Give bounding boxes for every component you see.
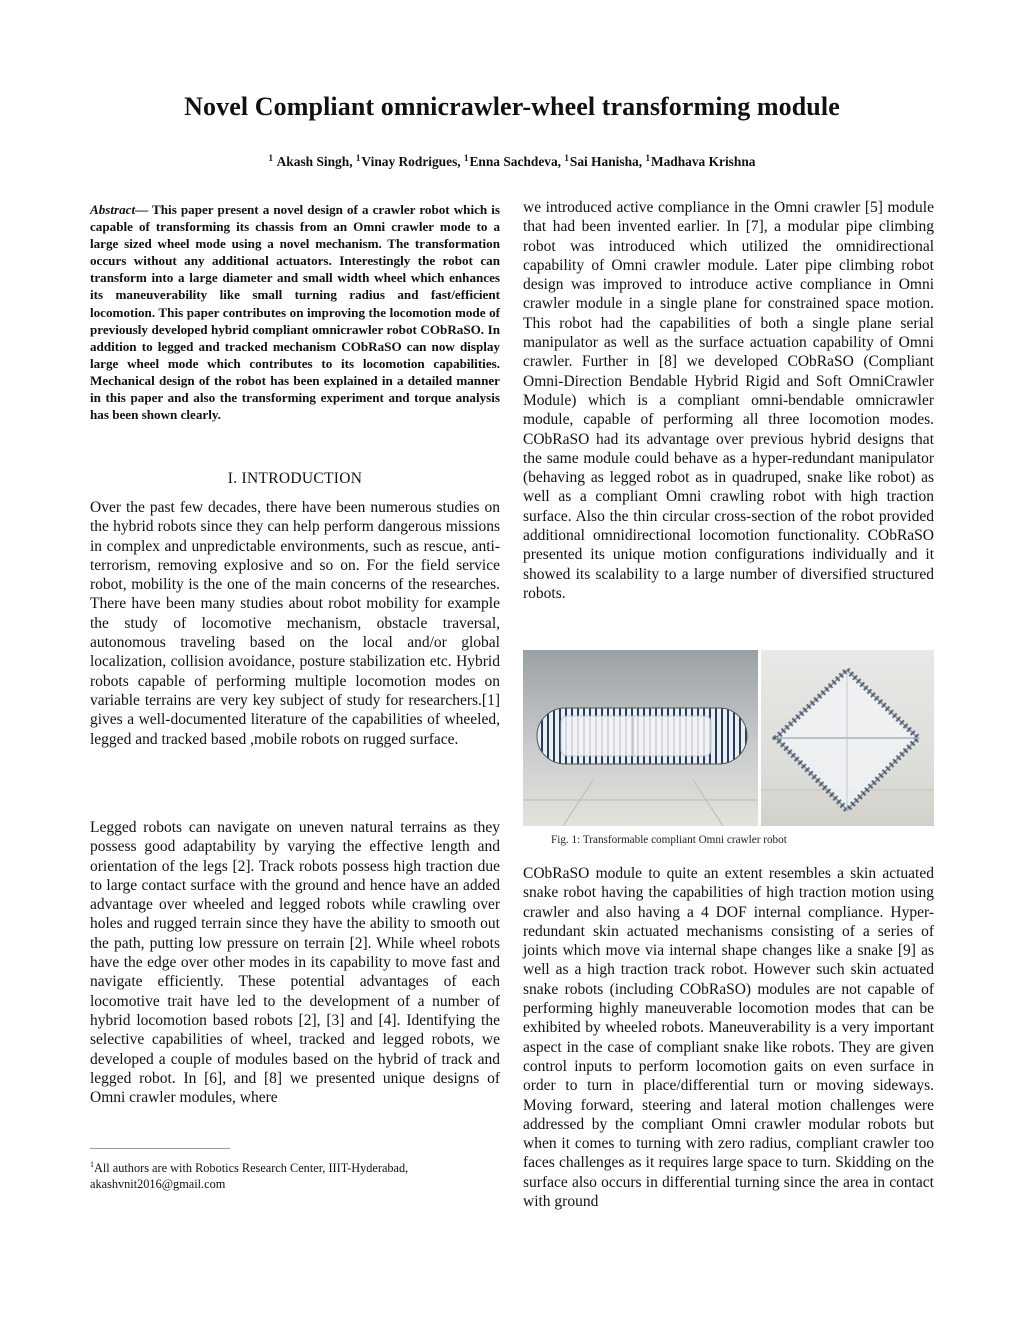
figure-robot-photos <box>523 650 934 826</box>
figure-caption: Fig. 1: Transformable compliant Omni crawler robot <box>551 834 787 846</box>
author-3 <box>464 154 561 169</box>
right-paragraph-2 <box>523 864 934 1211</box>
author-2 <box>356 154 461 169</box>
figure-photo-crawler-mode <box>523 650 758 826</box>
author-list <box>0 153 1024 170</box>
right-paragraph-1 <box>523 198 934 603</box>
footnote <box>90 1157 500 1192</box>
footnote-line-1: All authors are with Robotics Research Center, IIIT-Hyderabad, <box>94 1161 409 1176</box>
author-4 <box>564 154 642 169</box>
intro-paragraph-2 <box>90 818 500 1107</box>
author-1-name: Akash Singh, <box>276 154 353 170</box>
abstract-dash: — <box>135 202 153 217</box>
footnote-divider <box>90 1148 230 1149</box>
author-5 <box>645 154 755 169</box>
intro-paragraph-1 <box>90 498 500 749</box>
abstract-label: Abstract <box>90 202 136 217</box>
section-heading-introduction: I. INTRODUCTION <box>227 470 363 487</box>
right-paragraph-1-text: we introduced active compliance in the Omni crawler [5] module that had been invented earlier. In [7], a modular pipe climbing robot was introduced which utilized the omnidirectional capability of Omni crawler module. Later pipe climbing robot design was improved to introduce active compliance in Omni crawler module in a single plane for constrained space motion. This robot had the capabilities of both a single plane serial manipulator as well as the surface actuation capability of Omni crawler. Further in [8] we developed CObRaSO (Compliant Omni-Direction Bendable Hybrid Rigid and Soft OmniCrawler Module) which is a compliant omni-bendable omnicrawler module, capable of performing all three locomotion modes. CObRaSO had its advantage over previous hybrid designs that the same module could behave as a hyper-redundant manipulator (behaving as legged robot as in quadruped, snake like robot) as well as a compliant Omni crawling robot with high traction surface. Also the thin circular cross-section of the robot provided additional omnidirectional locomotion functionality. CObRaSO presented its unique motion configurations individually and it showed its scalability to a large number of diversified structured robots. <box>523 199 934 602</box>
author-2-affiliation: 1 <box>355 153 361 163</box>
footnote-marker: 1 <box>90 1160 94 1169</box>
right-paragraph-2-text: CObRaSO module to quite an extent resembles a skin actuated snake robot having the capabilities of high traction motion using crawler and also having a 4 DOF internal compliance. Hyper-redundant skin actuated mechanisms consisting of a series of joints which move via internal shape changes like a snake [9] as well as a high traction track robot. However such skin actuated snake robots (including CObRaSO) modules are not capable of performing highly maneuverable locomotion modes that can be exhibited by wheeled robots. Maneuverability is a very important aspect in the case of compliant snake like robots. They are given control inputs to perform locomotion gaits on even surface in order to turn in place/differential turn or moving sideways. Moving forward, steering and lateral motion challenges were addressed by the compliant Omni crawler modular robots but when it comes to turning with zero radius, compliant crawler too faces challenges as it requires large space to turn. Skidding on the surface also occurs in differential turning since the area in contact with ground <box>523 865 934 1211</box>
intro-paragraph-2-text: Legged robots can navigate on uneven natural terrains as they possess good adaptability by varying the effective length and orientation of the legs [2]. Track robots possess high traction due to large contact surface with the ground and hence have an added advantage over wheeled and legged robots while crawling over holes and rugged terrain since they have the ability to smooth out the path, putting low pressure on terrain [2]. While wheel robots have the edge over other modes in its capability to move fast and navigate efficiently. These potential advantages of each locomotive trait have led to the development of a number of hybrid locomotion based robots [2], [3] and [4]. Identifying the selective capabilities of wheel, tracked and legged robots, we developed a couple of modules based on the hybrid of track and legged robot. In [6], and [8] we presented unique designs of Omni crawler modules, where <box>90 819 500 1107</box>
author-2-name: Vinay Rodrigues, <box>361 154 461 170</box>
intro-paragraph-1-text: Over the past few decades, there have been numerous studies on the hybrid robots since they can help perform dangerous missions in complex and unpredictable environments, such as rescue, anti-terrorism, removing explosive and so on. For the field service robot, mobility is the one of the main concerns of the researches. There have been many studies about robot mobility for example the study of locomotive mechanism, obstacle traversal, autonomous traveling based on the local and/or global localization, collision avoidance, posture stabilization etc. Hybrid robots capable of performing multiple locomotion modes on variable terrains are very key subject of study for researchers.[1] gives a well-documented literature of the capabilities of wheeled, legged and tracked based ,mobile robots on rugged surface. <box>90 499 500 748</box>
author-4-name: Sai Hanisha, <box>569 154 643 170</box>
author-5-affiliation: 1 <box>645 153 650 163</box>
figure-photo-wheel-mode <box>761 650 934 826</box>
footnote-email: akashvnit2016@gmail.com <box>90 1176 226 1191</box>
author-1 <box>269 154 353 169</box>
author-3-name: Enna Sachdeva, <box>469 154 562 170</box>
author-3-affiliation: 1 <box>463 153 469 163</box>
author-1-affiliation: 1 <box>268 153 274 163</box>
abstract <box>90 201 500 423</box>
abstract-text: This paper present a novel design of a crawler robot which is capable of transforming its chassis from an Omni crawler mode to a large sized wheel mode using a novel mechanism. The transformation occurs without any additional actuators. Interestingly the robot can transform into a large diameter and small width wheel which enhances its maneuverability like small turning radius and fast/efficient locomotion. This paper contributes on improving the locomotion mode of previously developed hybrid compliant omnicrawler robot CObRaSO. In addition to legged and tracked mechanism CObRaSO can now display large wheel mode which contributes to its locomotion capabilities. Mechanical design of the robot has been explained in a detailed manner in this paper and also the transforming experiment and torque analysis has been shown clearly. <box>90 202 500 423</box>
author-4-affiliation: 1 <box>564 153 569 163</box>
paper-title: Novel Compliant omnicrawler-wheel transforming module <box>184 92 840 121</box>
author-5-name: Madhava Krishna <box>650 154 756 170</box>
